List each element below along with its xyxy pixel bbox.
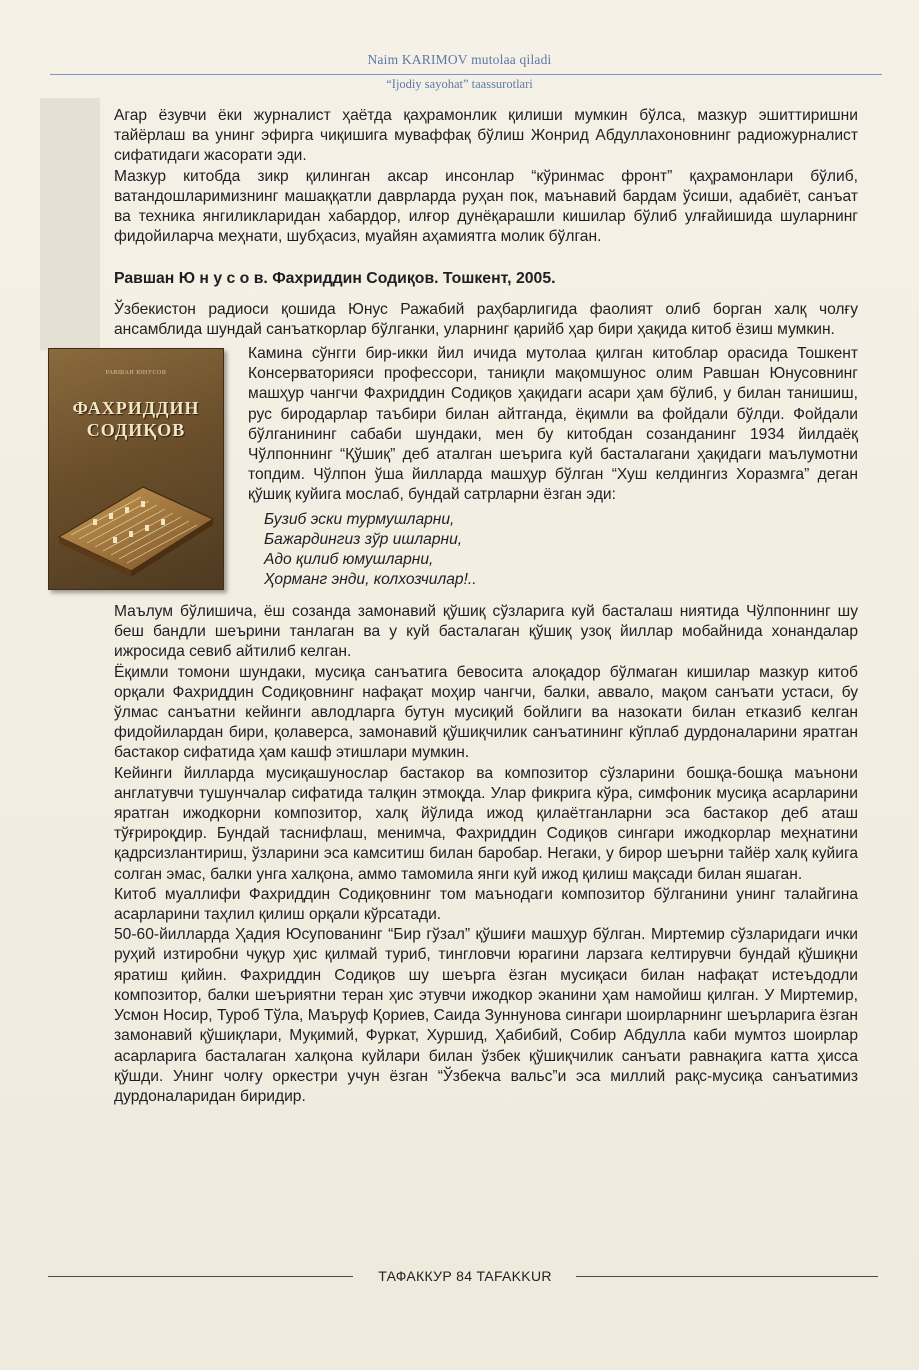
footer-rule-right xyxy=(576,1276,878,1277)
poem-line: Бажардингиз зўр ишларни, xyxy=(264,530,463,548)
book-cover-image xyxy=(48,348,232,596)
paragraph: Кейинги йилларда мусиқашунослар бастакор ва композитор сўзларини бошқа-бошқа маънони англатувчи тушунчалар сифатида талқин этмоқда. Улар фикрига кўра, симфоник мусиқа асарларини яратган ижодкорни композитор, халқ йўлида ижод қилаётганларни эса бастакор деб аташ тўғрироқдир. Бундай таснифлаш, менимча, Фахриддин Содиқов сингари ижодкорлар меҳнатини қадрсизлантириш, ўзларини эса камситиш билан баробар. Негаки, у бирор шеърни тайёр халқ куйига солган эмас, балки унга халқона, аммо тамомила янги куй ижод қилиш мақсади билан яшаган. xyxy=(114,764,858,883)
book-review-heading: Равшан Ю н у с о в. Фахриддин Содиқов. Тошкент, 2005. xyxy=(114,270,556,288)
poem-line: Ҳорманг энди, колхозчилар!.. xyxy=(264,571,477,589)
footer-rule-left xyxy=(48,1276,353,1277)
book-cover-title-line1: ФАХРИДДИН xyxy=(72,398,200,419)
paragraph: Мазкур китобда зикр қилинган аксар инсонлар “кўринмас фронт” қаҳрамонлари бўлиб, ватандошларимизнинг машаққатли даврларда руҳан пок, маънавий бардам ўсиши, адабиёт, санъат ва техника янгиликларидан хабардор, илғор дунёқарашли кишилар бўлиб улғайишида шуларнинг фидойиларча меҳнати, шубҳасиз, муайян аҳамиятга молик бўлган. xyxy=(114,167,858,246)
paragraph: 50-60-йилларда Ҳадия Юсупованинг “Бир гўзал” қўшиғи машҳур бўлган. Миртемир сўзларидаги ички руҳий изтиробни чуқур ҳис қилмай туриб, тингловчи юрагини ларзага келтирувчи бундай қўшиқни яратиш қийин. Фахриддин Содиқов шу шеърга ёзган мусиқаси билан нафақат истеъдодли композитор, балки шеъриятни теран ҳис этувчи ижодкор эканини ҳам намойиш қилган. У Миртемир, Усмон Носир, Туроб Тўла, Маъруф Қориев, Саида Зуннунова сингари шоирларнинг шеърларига ёзган замонавий қўшиқлари, Муқимий, Фуркат, Хуршид, Ҳабибий, Собир Абдулла каби мумтоз шоирлар асарларига басталаган халқона куйлари билан ўзбек қўшиқчилик санъати равнақига катта ҳисса қўшди. Унинг чолғу оркестри учун ёзган “Ўзбекча вальс”и эса миллий рақс-мусиқа санъатимиз дурдоналаридан биридир. xyxy=(114,926,858,1105)
margin-bleed-shadow xyxy=(40,98,100,350)
running-header xyxy=(0,52,919,68)
poem-line: Адо қилиб юмушларни, xyxy=(264,551,434,569)
article-body xyxy=(72,106,858,1107)
chang-instrument-illustration xyxy=(53,467,219,577)
book-cover xyxy=(48,348,224,590)
footer-page-label: ТАФАККУР 84 TAFAKKUR xyxy=(378,1268,552,1284)
paragraph: Ёқимли томони шундаки, мусиқа санъатига бевосита алоқадор бўлмаган кишилар мазкур китоб орқали Фахриддин Содиқовнинг нафақат моҳир чангчи, балки, аввало, мақом санъати устаси, бу ўлмас санъатни кейинги авлодларга бутун мусиқий бойлиги ва назокати билан етказиб келган фидойилардан бири, қолаверса, замонавий қўшиқчилик санъатининг кўплаб дурдоналарини яратган бастакор сифатида ҳам кашф этишлари мумкин. xyxy=(114,663,858,762)
paragraph: Ўзбекистон радиоси қошида Юнус Ражабий раҳбарлигида фаолият олиб борган халқ чолғу ансамблида шундай санъаткорлар бўлганки, уларнинг қарийб ҳар бири ҳақида китоб ёзиш мумкин. xyxy=(114,300,858,338)
book-cover-title xyxy=(49,397,223,441)
header-rule xyxy=(50,74,882,75)
paragraph: Агар ёзувчи ёки журналист ҳаётда қаҳрамонлик қилиши мумкин бўлса, мазкур эшиттиришни тайёрлаш ва унинг эфирга чиқишига муваффақ бўлиш Жонрид Абдуллахоновнинг радиожурналист сифатидаги жасорати эди. xyxy=(114,107,858,165)
poem-line: Бузиб эски турмушларни, xyxy=(264,510,455,528)
header-author-line: Naim KARIMOV mutolaa qiladi xyxy=(367,52,552,67)
paragraph: Маълум бўлишича, ёш созанда замонавий қўшиқ сўзларига куй басталаш ниятида Чўлпоннинг шу беш бандли шеърини танлаган ва у куй басталаган қўшиқ узоқ йиллар мобайнида хонандалар ижросида севиб айтилиб келган. xyxy=(114,603,858,661)
paragraph: Камина сўнгги бир-икки йил ичида мутолаа қилган китоблар орасида Тошкент Консерваторияси профессори, таниқли мақомшунос олим Равшан Юнусовнинг машҳур чангчи Фахриддин Содиқов ҳақидаги асари ҳам бўлиб, у билан танишиш, рус биродарлар таъбири билан айтганда, ёқимли ва фойдали бўлди. Фойдали бўлганининг сабаби шундаки, мен бу китобдан созанданинг 1934 йилдаёқ Чўлпоннинг “Қўшиқ” деб аталган шеърига куй басталагани ҳақидаги маълумотни топдим. Чўлпон ўша йилларда машҳур бўлган “Хуш келдингиз Хоразмга” деган қўшиқ куйига мослаб, бундай сатрларни ёзган эди: xyxy=(248,345,858,504)
page-footer xyxy=(0,1267,919,1287)
paragraph: Китоб муаллифи Фахриддин Содиқовнинг том маънодаги композитор бўлганини унинг талайгина асарларини таҳлил қилиш орқали кўрсатади. xyxy=(114,885,858,924)
book-cover-author: РАВШАН ЮНУСОВ xyxy=(105,370,167,377)
header-subtitle-line: “Ijodiy sayohat” taassurotlari xyxy=(386,77,533,91)
book-cover-title-line2: СОДИҚОВ xyxy=(86,420,186,441)
